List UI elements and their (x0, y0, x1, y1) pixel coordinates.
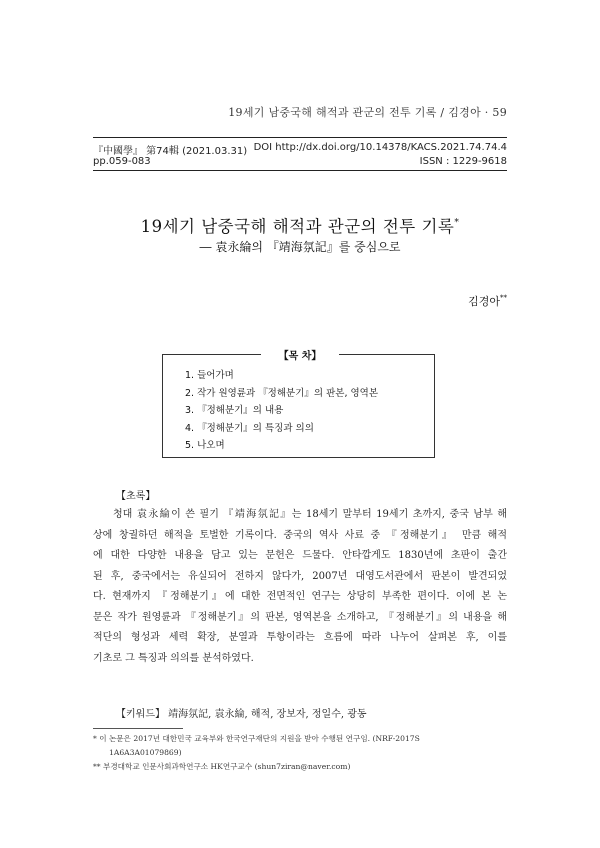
toc-item: 2. 작가 원영륜과 『정해분기』의 판본, 영역본 (185, 387, 379, 399)
author-footnote-mark: ** (500, 294, 507, 302)
abstract-line: 다. 현재까지 『정해분기』에 대한 전면적인 연구는 상당히 부족한 편이다. 이에 본 논 (93, 591, 507, 602)
toc-item: 1. 들어가며 (185, 370, 234, 381)
footnote-line: * 이 논문은 2017년 대한민국 교육부와 한국연구재단의 지원을 받아 수행된 연구임. (NRF-2017S (93, 734, 420, 743)
author-name: 김경아 (468, 295, 500, 308)
meta-bottom-rule (93, 170, 507, 171)
footnotes (93, 732, 507, 774)
paper-title (0, 213, 600, 237)
running-header: 19세기 남중국해 해적과 관군의 전투 기록 / 김경아 · 59 (228, 106, 507, 119)
doi-link[interactable]: DOI http://dx.doi.org/10.14378/KACS.2021.74.74.4 (253, 142, 507, 153)
toc-heading: 【목 차】 (261, 347, 339, 362)
keywords: 【키워드】 靖海氛記, 袁永綸, 해적, 장보자, 정일수, 광동 (116, 709, 367, 720)
journal-citation: 『中國學』 第74輯 (2021.03.31) (93, 146, 248, 157)
toc-item: 4. 『정해분기』의 특징과 의의 (185, 422, 314, 434)
abstract-body (93, 506, 507, 670)
toc-list (185, 368, 378, 456)
abstract-line: 적단의 형성과 세력 확장, 분열과 투항이라는 흐름에 따라 나누어 살펴본 후, 이를 (93, 632, 507, 643)
footnote-rule (93, 728, 183, 729)
title-footnote-mark: * (454, 218, 460, 228)
abstract-line: 기초로 그 특징과 의의를 분석하였다. (93, 652, 254, 664)
toc-item: 3. 『정해분기』의 내용 (185, 405, 284, 416)
abstract-line: 된 후, 중국에서는 유실되어 전하지 않다가, 2007년 대영도서관에서 판본이 발견되었 (93, 570, 507, 582)
abstract-line: 에 대한 다양한 내용을 담고 있는 문헌은 드물다. 안타깝게도 1830년에 초판이 출간 (93, 550, 507, 561)
abstract-line: 문은 작가 원영륜과 『정해분기』의 판본, 영역본을 소개하고, 『정해분기』의 내용을 해 (93, 611, 507, 623)
issn: ISSN : 1229-9618 (419, 156, 507, 167)
abstract-line: 청대 袁永綸이 쓴 필기 『靖海氛記』는 18세기 말부터 19세기 초까지, 중국 남부 해 (113, 509, 507, 520)
page-range: pp.059-083 (93, 156, 151, 167)
paper-title-text: 19세기 남중국해 해적과 관군의 전투 기록 (140, 217, 455, 236)
toc-item: 5. 나오며 (185, 440, 225, 451)
paper-subtitle: ― 袁永綸의 『靖海氛記』를 중심으로 (199, 240, 401, 254)
abstract-label: 【초록】 (116, 491, 156, 502)
abstract-line: 상에 창궐하던 해적을 토벌한 기록이다. 중국의 역사 사료 중 『정해분기』 만큼 해적 (93, 529, 507, 541)
footnote-line: 1A6A3A01079869) (109, 748, 182, 757)
footnote-line: ** 부경대학교 인문사회과학연구소 HK연구교수 (shun7ziran@naver.com) (93, 762, 351, 771)
meta-top-rule (93, 137, 507, 138)
author (468, 293, 507, 309)
